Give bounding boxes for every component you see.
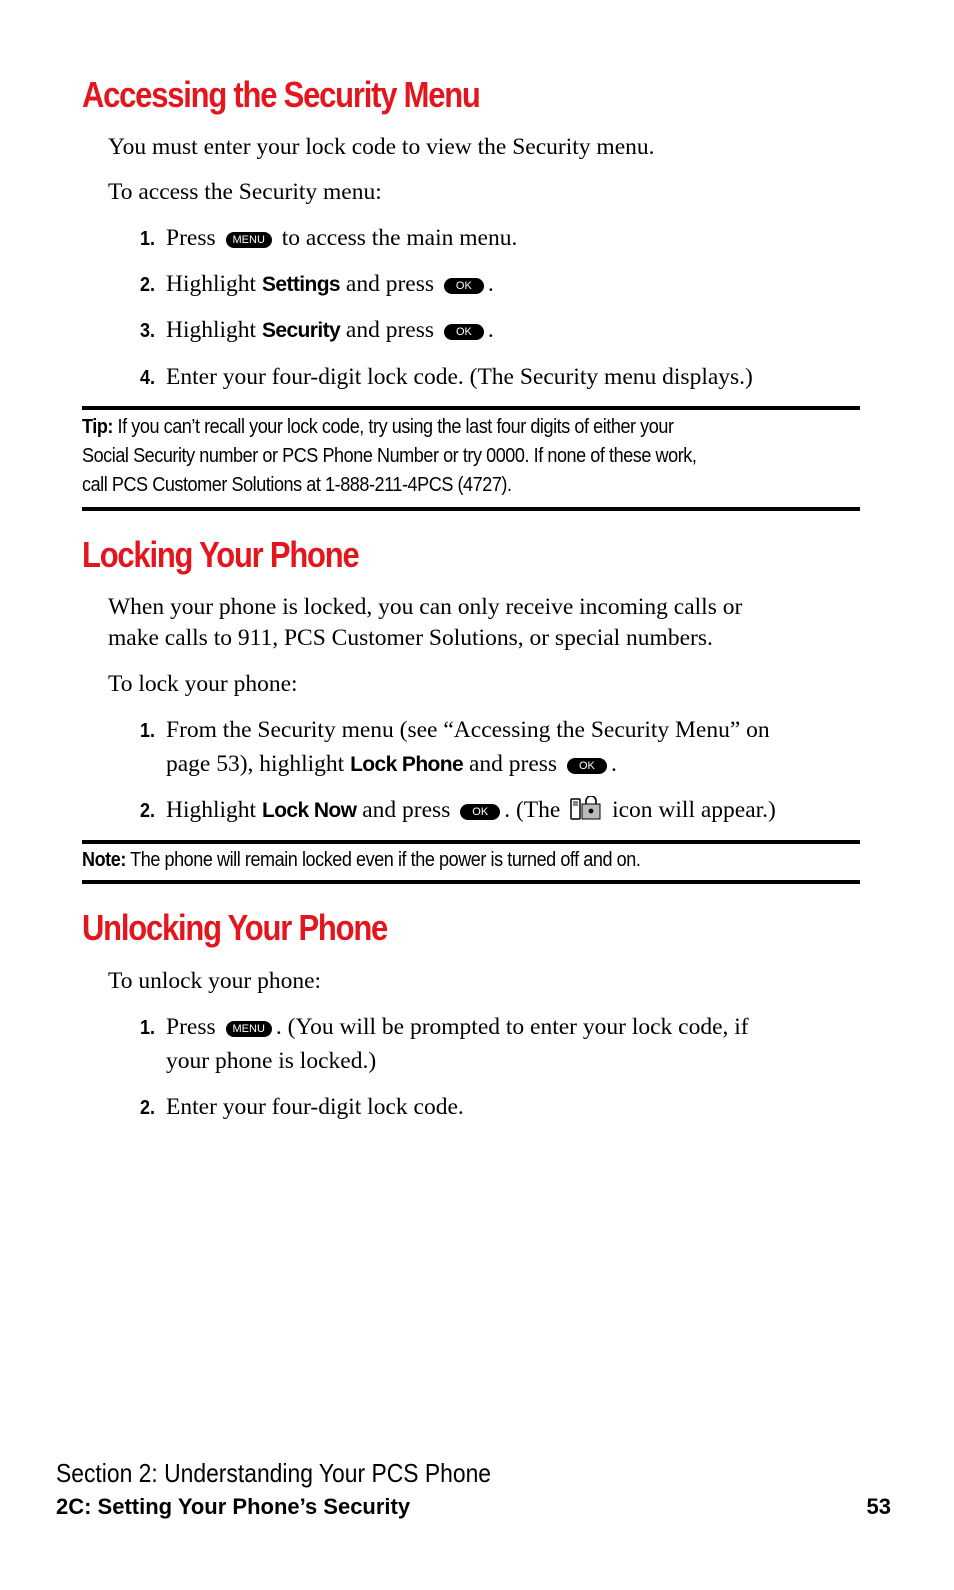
menu-term-security: Security [261, 319, 341, 342]
note-box [82, 845, 640, 874]
paragraph-intro [108, 592, 742, 654]
step-text: your phone is locked.) [166, 1048, 377, 1074]
step-2 [140, 268, 494, 302]
note-top-rule [82, 840, 860, 844]
step-number: 1. [140, 228, 156, 250]
step-text: Highlight [166, 797, 257, 823]
menu-term-lock-now: Lock Now [261, 799, 357, 822]
step-text: icon will appear.) [612, 797, 776, 823]
step-3 [140, 314, 494, 348]
step-text: . [487, 271, 494, 297]
paragraph-lead: To lock your phone: [108, 671, 298, 697]
footer-chapter-title: 2C: Setting Your Phone’s Security [56, 1494, 411, 1519]
menu-term-lock-phone: Lock Phone [350, 753, 464, 776]
tip-text: call PCS Customer Solutions at 1-888-211-4PCS (4727). [82, 473, 512, 496]
tip-box [82, 412, 696, 499]
step-text: Highlight [166, 271, 257, 297]
note-text: The phone will remain locked even if the power is turned off and on. [130, 848, 641, 871]
step-number: 2. [140, 274, 156, 296]
ok-key-icon: OK [444, 324, 484, 340]
step-1 [140, 714, 770, 781]
heading-unlocking-your-phone: Unlocking Your Phone [82, 907, 388, 948]
tip-label: Tip: [82, 415, 113, 438]
step-number: 1. [140, 1017, 156, 1039]
menu-key-icon: MENU [226, 1021, 272, 1037]
step-1 [140, 222, 517, 256]
step-2 [140, 1091, 464, 1125]
tip-text: If you can’t recall your lock code, try using the last four digits of either your [117, 415, 674, 438]
ok-key-icon: OK [567, 758, 607, 774]
step-text: and press [362, 797, 451, 823]
step-text: page 53), highlight [166, 751, 345, 777]
paragraph-intro: You must enter your lock code to view the Security menu. [108, 134, 655, 160]
step-text: . [610, 751, 617, 777]
heading-accessing-security-menu: Accessing the Security Menu [82, 74, 480, 115]
tip-top-rule [82, 406, 860, 410]
menu-term-settings: Settings [261, 273, 341, 296]
ok-key-icon: OK [460, 804, 500, 820]
paragraph-line: make calls to 911, PCS Customer Solutions, or special numbers. [108, 625, 713, 651]
step-number: 4. [140, 367, 156, 389]
footer-section-title: Section 2: Understanding Your PCS Phone [56, 1458, 492, 1488]
step-number: 1. [140, 720, 156, 742]
step-1 [140, 1011, 749, 1078]
step-4 [140, 361, 753, 395]
step-text: to access the main menu. [281, 225, 518, 251]
page-number: 53 [866, 1494, 891, 1519]
step-text: and press [345, 317, 435, 343]
tip-bottom-rule [82, 507, 860, 511]
paragraph-lead: To access the Security menu: [108, 179, 382, 205]
step-text: . (The [504, 797, 561, 823]
step-number: 3. [140, 320, 156, 342]
step-text: and press [345, 271, 434, 297]
step-number: 2. [140, 800, 156, 822]
step-text: Press [166, 225, 216, 251]
heading-locking-your-phone: Locking Your Phone [82, 534, 359, 575]
step-text: Enter your four-digit lock code. [166, 1094, 464, 1120]
paragraph-lead: To unlock your phone: [108, 968, 322, 994]
step-text: From the Security menu (see “Accessing the Security Menu” on [166, 717, 770, 743]
step-text: . [487, 317, 494, 343]
tip-text: Social Security number or PCS Phone Number or try 0000. If none of these work, [82, 444, 697, 467]
step-text: Enter your four-digit lock code. (The Security menu displays.) [166, 364, 753, 390]
step-text: Press [166, 1014, 216, 1040]
step-text: . (You will be prompted to enter your lock code, if [275, 1014, 749, 1040]
paragraph-line: When your phone is locked, you can only receive incoming calls or [108, 594, 743, 620]
phone-lock-icon [570, 796, 602, 822]
note-bottom-rule [82, 880, 860, 884]
step-number: 2. [140, 1097, 156, 1119]
step-2 [140, 794, 776, 828]
step-text: Highlight [166, 317, 257, 343]
menu-key-icon: MENU [226, 232, 272, 248]
ok-key-icon: OK [444, 278, 484, 294]
note-label: Note: [82, 848, 126, 871]
step-text: and press [468, 751, 558, 777]
